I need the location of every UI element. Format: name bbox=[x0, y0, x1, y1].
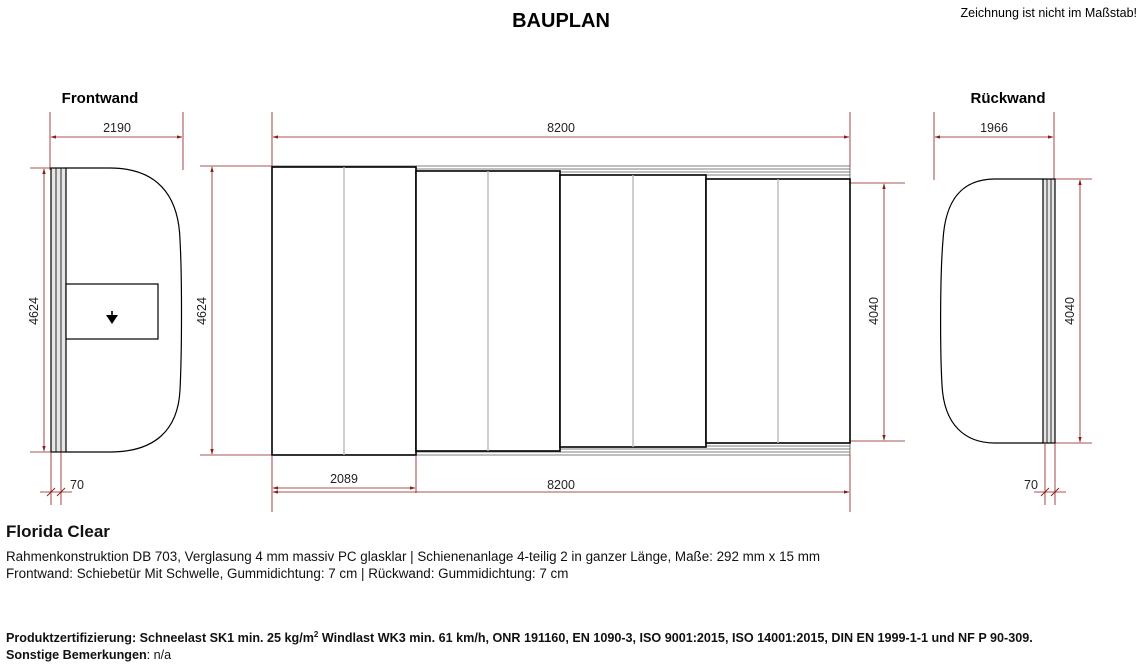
remarks-line bbox=[6, 647, 1141, 664]
remarks-value: n/a bbox=[153, 648, 172, 663]
certification-label: Produktzertifizierung: Schneelast SK1 min. 25 kg/m bbox=[6, 631, 314, 646]
front-width-dimension: 2190 bbox=[103, 121, 131, 135]
back-height-dimension: 4040 bbox=[1063, 297, 1077, 325]
front-rail-dimension: 70 bbox=[70, 478, 84, 492]
back-wall-view bbox=[934, 90, 1092, 505]
back-rail-dimension: 70 bbox=[1024, 478, 1038, 492]
product-info bbox=[6, 522, 1141, 582]
certification-line bbox=[6, 626, 1141, 647]
remarks-label: Sonstige Bemerkungen bbox=[6, 648, 147, 663]
left-height-dimension: 4624 bbox=[195, 297, 209, 325]
top-length-dimension: 8200 bbox=[547, 121, 575, 135]
scale-note: Zeichnung ist nicht im Maßstab! bbox=[960, 6, 1137, 20]
front-height-dimension: 4624 bbox=[27, 297, 41, 325]
product-spec-line-1: Rahmenkonstruktion DB 703, Verglasung 4 mm massiv PC glasklar | Schienenanlage 4-teilig 2 in ganzer Länge, Maße: 292 mm x 15 mm bbox=[6, 549, 821, 564]
right-height-dimension: 4040 bbox=[867, 297, 881, 325]
bottom-length-dimension: 8200 bbox=[547, 478, 575, 492]
front-wall-view bbox=[27, 90, 183, 505]
certification-block bbox=[6, 626, 1141, 664]
product-spec-line-2: Frontwand: Schiebetür Mit Schwelle, Gummidichtung: 7 cm | Rückwand: Gummidichtung: 7 cm bbox=[6, 566, 569, 581]
back-width-dimension: 1966 bbox=[980, 121, 1008, 135]
certification-superscript: 2 bbox=[313, 630, 319, 639]
back-wall-outline bbox=[941, 179, 1043, 443]
remarks-separator: : bbox=[146, 648, 154, 663]
front-wall-rail bbox=[51, 168, 66, 452]
certification-value: Windlast WK3 min. 61 km/h, ONR 191160, EN 1090-3, ISO 9001:2015, ISO 14001:2015, DIN EN 1999-1-1 und NF P 90-309. bbox=[318, 631, 1033, 646]
product-name: Florida Clear bbox=[6, 522, 110, 541]
back-wall-rail bbox=[1043, 179, 1055, 443]
top-view bbox=[195, 112, 905, 512]
segment-dimension: 2089 bbox=[330, 472, 358, 486]
front-wall-label: Frontwand bbox=[61, 90, 139, 107]
page-title: BAUPLAN bbox=[512, 10, 610, 32]
back-wall-label: Rückwand bbox=[970, 90, 1046, 107]
